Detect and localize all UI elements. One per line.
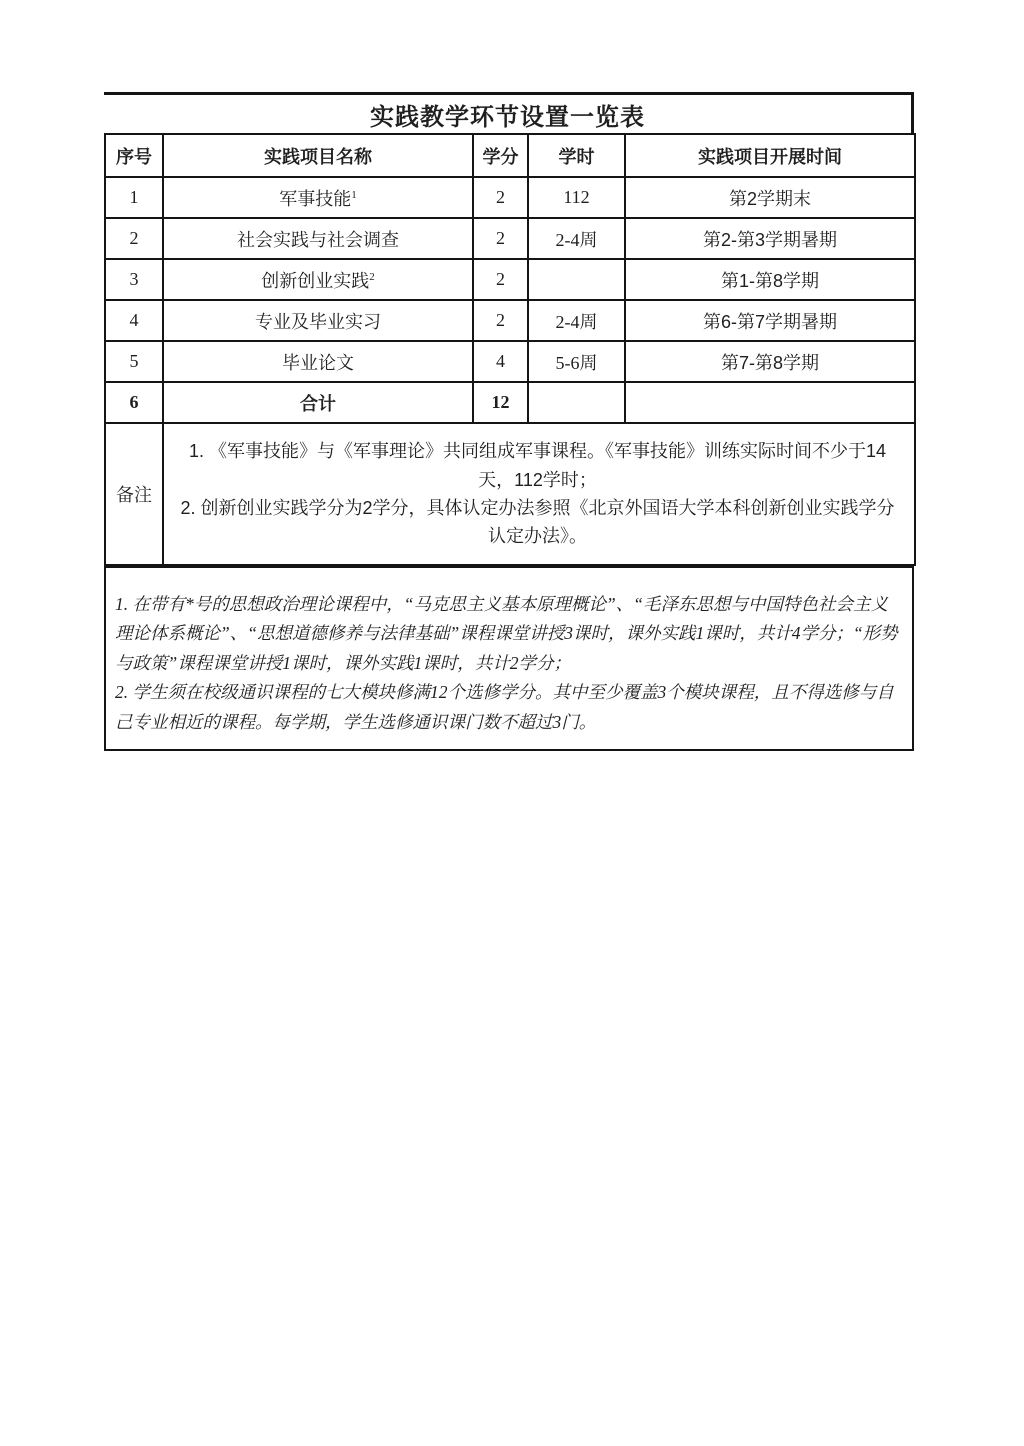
- column-header-schedule: 实践项目开展时间: [625, 134, 915, 177]
- table-row: [105, 259, 915, 300]
- cell-hours: [528, 259, 625, 300]
- column-header-project-name: 实践项目名称: [163, 134, 473, 177]
- cell-hours: 112: [528, 177, 625, 218]
- practice-teaching-table: [104, 133, 916, 566]
- cell-schedule: 第2-第3学期暑期: [625, 218, 915, 259]
- footnote-item: 2. 学生须在校级通识课程的七大模块修满12个选修学分。其中至少覆盖3个模块课程，且不得选修与自己专业相近的课程。每学期，学生选修通识课门数不超过3门。: [115, 682, 894, 732]
- cell-schedule: 第2学期末: [625, 177, 915, 218]
- remarks-content: [163, 423, 915, 565]
- cell-hours: 5-6周: [528, 341, 625, 382]
- cell-hours: [528, 382, 625, 423]
- cell-credits: 2: [473, 218, 528, 259]
- project-name-text: 创新创业实践: [261, 270, 370, 291]
- remark-item: 1. 《军事技能》与《军事理论》共同组成军事课程。《军事技能》训练实际时间不少于14天，112学时；: [188, 441, 887, 490]
- cell-hours: 2-4周: [528, 300, 625, 341]
- cell-hours: 2-4周: [528, 218, 625, 259]
- table-row: [105, 177, 915, 218]
- cell-credits: 2: [473, 259, 528, 300]
- project-name-text: 军事技能: [279, 188, 352, 209]
- cell-credits: 4: [473, 341, 528, 382]
- cell-no: 1: [105, 177, 163, 218]
- cell-project-name: [163, 300, 473, 341]
- remarks-row: [105, 423, 915, 565]
- cell-no: 4: [105, 300, 163, 341]
- table-row: [105, 218, 915, 259]
- cell-no: 3: [105, 259, 163, 300]
- project-name-text: 毕业论文: [282, 352, 354, 373]
- cell-schedule: 第7-第8学期: [625, 341, 915, 382]
- column-header-hours: 学时: [528, 134, 625, 177]
- total-row: [105, 382, 915, 423]
- cell-credits: 2: [473, 300, 528, 341]
- project-name-text: 合计: [300, 393, 336, 414]
- cell-project-name: [163, 259, 473, 300]
- footnotes-box: [104, 566, 914, 751]
- table-title: 实践教学环节设置一览表: [104, 92, 914, 133]
- column-header-no: 序号: [105, 134, 163, 177]
- cell-project-name: [163, 218, 473, 259]
- table-row: [105, 341, 915, 382]
- cell-credits: 12: [473, 382, 528, 423]
- header-row: [105, 134, 915, 177]
- cell-no: 6: [105, 382, 163, 423]
- remark-item: 2. 创新创业实践学分为2学分，具体认定办法参照《北京外国语大学本科创新创业实践学分认定办法》。: [180, 498, 895, 547]
- cell-schedule: 第1-第8学期: [625, 259, 915, 300]
- table-row: [105, 300, 915, 341]
- cell-project-name: [163, 382, 473, 423]
- cell-no: 2: [105, 218, 163, 259]
- cell-project-name: [163, 341, 473, 382]
- cell-schedule: 第6-第7学期暑期: [625, 300, 915, 341]
- cell-credits: 2: [473, 177, 528, 218]
- document-sheet: [104, 92, 914, 751]
- footnote-ref: 2: [369, 270, 375, 283]
- cell-schedule: [625, 382, 915, 423]
- footnote-item: 1. 在带有*号的思想政治理论课程中，“马克思主义基本原理概论”、“毛泽东思想与中国特色社会主义理论体系概论”、“思想道德修养与法律基础”课程课堂讲授3课时，课外实践1课时，共计4学分；“形势与政策”课程课堂讲授1课时，课外实践1课时，共计2学分；: [115, 594, 898, 673]
- remarks-label: 备注: [105, 423, 163, 565]
- cell-project-name: [163, 177, 473, 218]
- cell-no: 5: [105, 341, 163, 382]
- column-header-credits: 学分: [473, 134, 528, 177]
- project-name-text: 专业及毕业实习: [255, 311, 381, 332]
- footnote-ref: 1: [351, 188, 357, 201]
- project-name-text: 社会实践与社会调查: [237, 229, 399, 250]
